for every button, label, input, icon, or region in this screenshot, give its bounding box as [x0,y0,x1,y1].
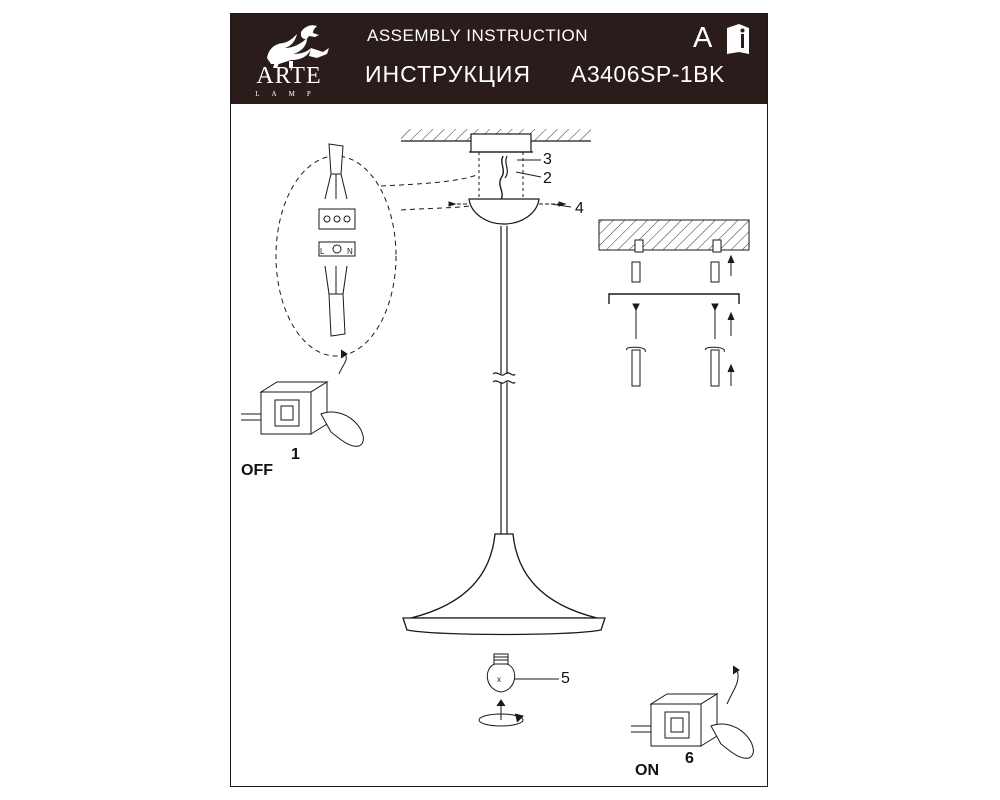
rotate-arrow-icon [479,700,523,726]
svg-text:x: x [497,675,501,684]
title-russian: ИНСТРУКЦИЯ [365,61,532,87]
canopy [469,199,539,224]
switch-off-illustration [241,350,363,446]
suspension-cable [493,226,515,534]
switch-on-illustration [631,666,753,758]
callout-2: 2 [543,170,552,187]
mounting-detail [599,220,749,386]
off-label: OFF [241,462,273,479]
title-english: ASSEMBLY INSTRUCTION [367,26,588,45]
instruction-sheet [230,13,768,787]
terminal-l-label: L [320,247,325,256]
terminal-n-label: N [347,247,353,256]
brand-subtitle: LAMP [255,90,323,98]
callout-3: 3 [543,151,552,168]
callout-5: 5 [561,670,570,687]
assembly-diagram [231,14,769,788]
callout-4: 4 [575,200,584,217]
on-label: ON [635,762,659,779]
wiring-detail [276,144,479,356]
bulb-icon [487,654,514,692]
ceiling-plate [469,134,533,152]
step-1-number: 1 [291,446,300,463]
brand-wordmark: ARTE [256,63,322,89]
lamp-shade [403,534,605,635]
step-6-number: 6 [685,750,694,767]
model-number: A3406SP-1BK [571,61,725,87]
badge-letter: A [693,22,713,54]
